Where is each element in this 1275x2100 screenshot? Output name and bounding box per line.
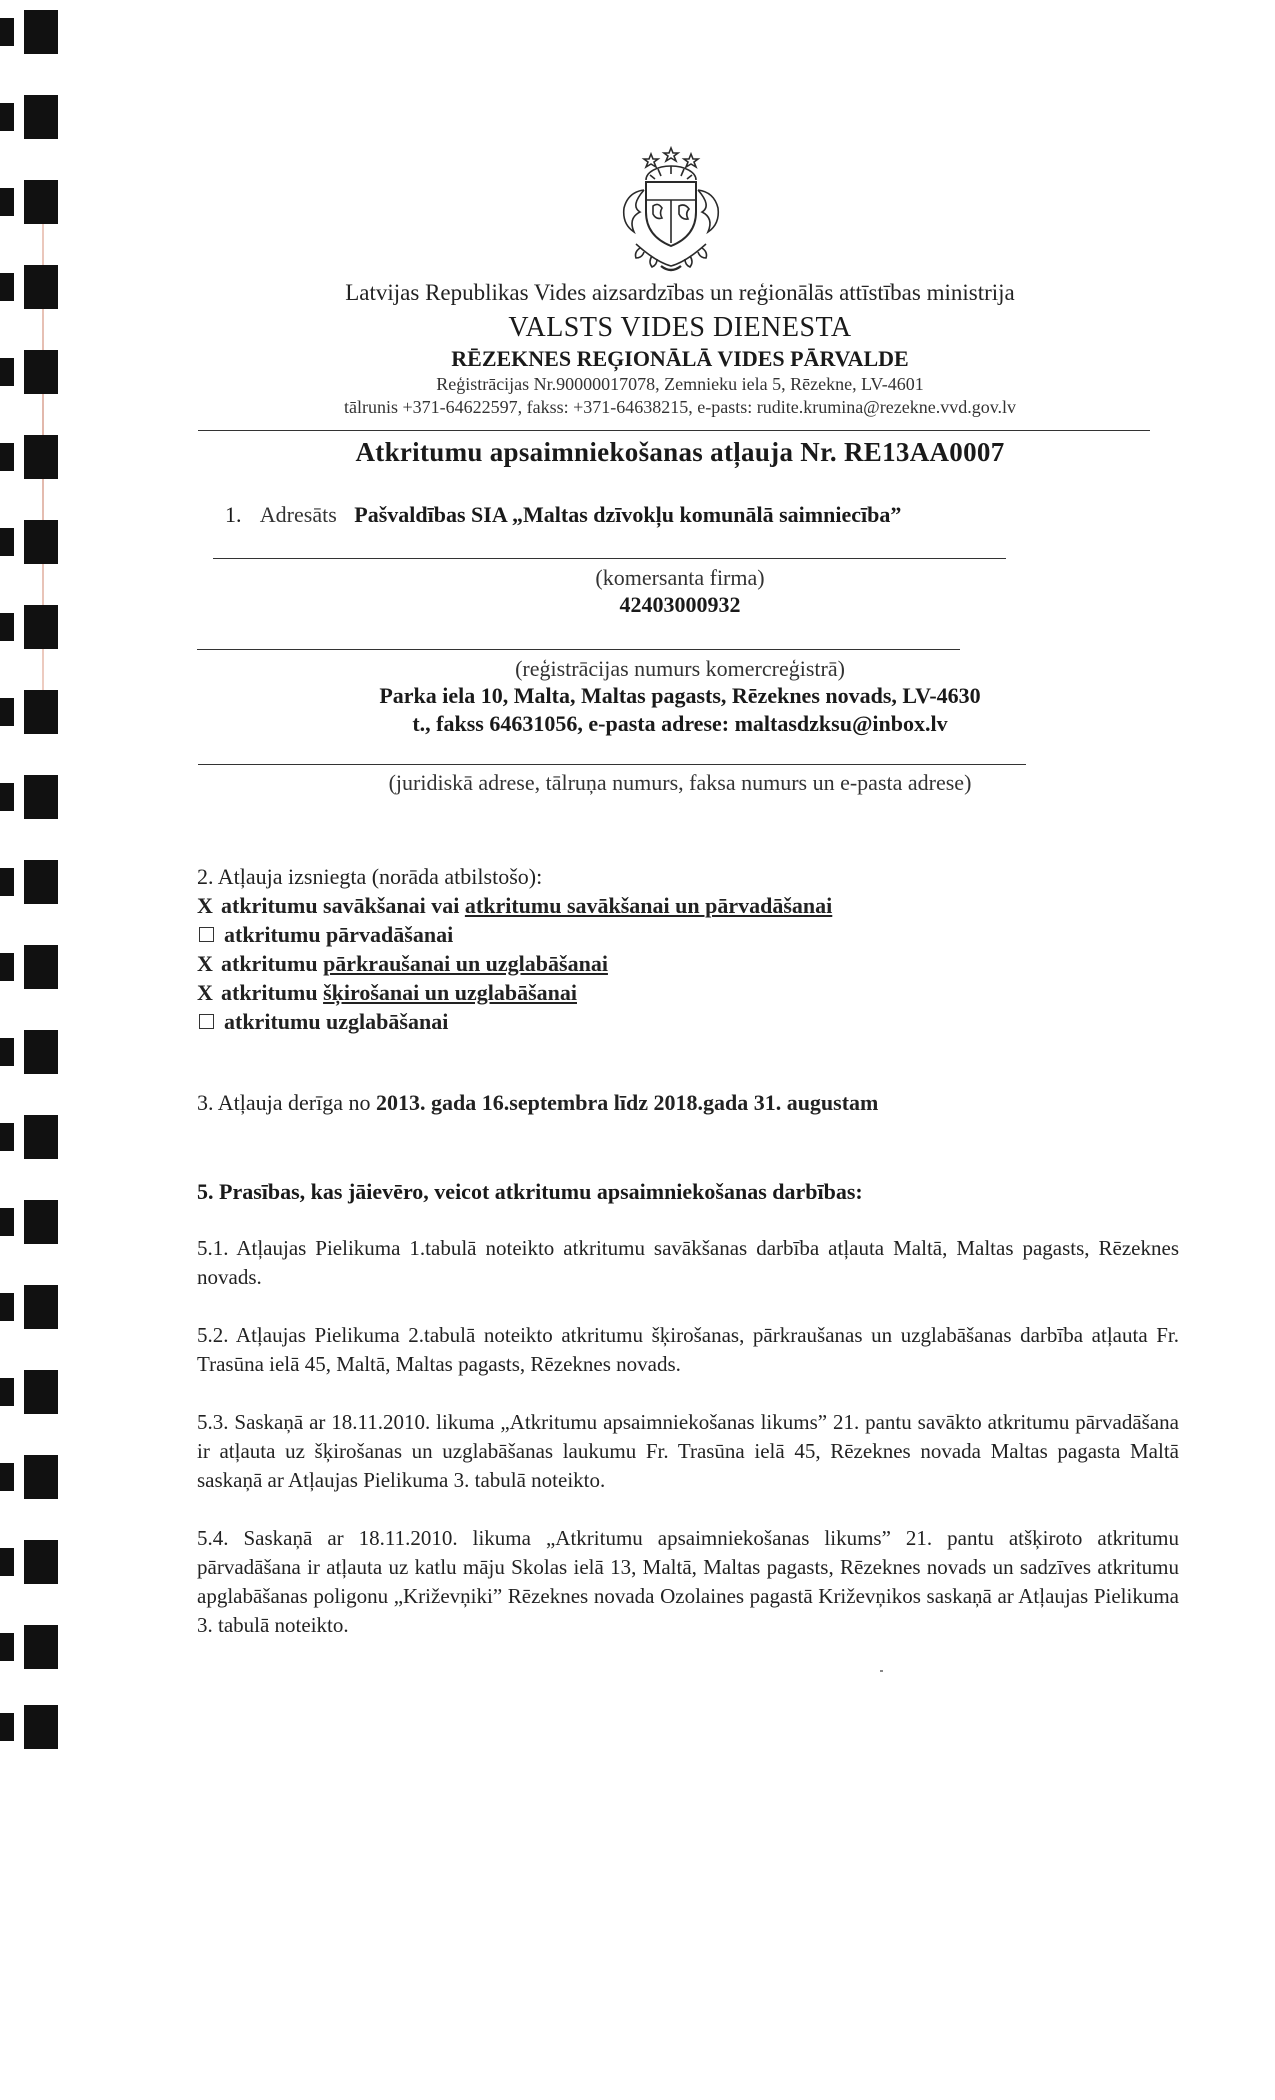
address-caption: (juridiskā adrese, tālruņa numurs, faksa numurs un e-pasta adrese) [388, 770, 972, 795]
binding-hole [14, 1115, 58, 1159]
paragraph-5-3: 5.3. Saskaņā ar 18.11.2010. likuma „Atkritumu apsaimniekošanas likums” 21. pantu savākto atkritumu pārvadāšana ir atļauta uz šķirošanas un uzglabāšanas laukumu Fr. Trasūna ielā 45, Rēzeknes novada Maltas pagasta Maltā saskaņā ar Atļaujas Pielikuma 3. tabulā noteikto. [197, 1410, 1179, 1492]
binding-hole [14, 690, 58, 734]
option-text: atkritumu [221, 951, 324, 976]
legal-address: Parka iela 10, Malta, Maltas pagasts, Rēzeknes novads, LV-4630 [379, 683, 981, 708]
option-transport [197, 920, 1177, 949]
binding-hole [14, 520, 58, 564]
latvia-coat-of-arms-icon [606, 140, 736, 280]
option-text: atkritumu [221, 980, 324, 1005]
binding-hole [14, 1540, 58, 1584]
option-collection-transport [197, 891, 1177, 920]
binding-hole [14, 1285, 58, 1329]
binding-hole [14, 95, 58, 139]
validity-dates: 2013. gada 16.septembra līdz 2018.gada 31. augustam [376, 1090, 879, 1115]
binding-hole [14, 1455, 58, 1499]
binding-hole [14, 1625, 58, 1669]
option-sorting-storage [197, 978, 1177, 1007]
option-text: atkritumu savākšanai vai [221, 893, 465, 918]
option-underlined-text: atkritumu savākšanai un pārvadāšanai [464, 893, 833, 918]
paragraph-5-2: 5.2. Atļaujas Pielikuma 2.tabulā noteikto atkritumu šķirošanas, pārkraušanas un uzglabāšanas darbība atļauta Fr. Trasūna ielā 45, Maltā, Maltas pagasts, Rēzeknes novads. [197, 1323, 1179, 1376]
option-mark: X [197, 980, 213, 1005]
registration-number: 42403000932 [619, 592, 741, 617]
address-underline [198, 764, 1026, 765]
option-text: atkritumu uzglabāšanai [224, 1009, 449, 1034]
paragraph-5-1: 5.1. Atļaujas Pielikuma 1.tabulā noteikto atkritumu savākšanas darbība atļauta Maltā, Maltas pagasts, Rēzeknes novads. [197, 1236, 1179, 1289]
binding-hole [14, 1705, 58, 1749]
empty-checkbox-icon [199, 1014, 214, 1029]
registration-info: Reģistrācijas Nr.90000017078, Zemnieku iela 5, Rēzekne, LV-4601 [436, 374, 924, 394]
empty-checkbox-icon [199, 927, 214, 942]
section-2-title: 2. Atļauja izsniegta (norāda atbilstošo): [197, 864, 543, 889]
regional-office-name: RĒZEKNES REĢIONĀLĀ VIDES PĀRVALDE [451, 346, 909, 371]
phone-email: t., fakss 64631056, e-pasta adrese: maltasdzksu@inbox.lv [412, 711, 948, 736]
registration-caption: (reģistrācijas numurs komercreģistrā) [515, 656, 845, 681]
permit-title: Atkritumu apsaimniekošanas atļauja Nr. RE13AA0007 [355, 437, 1005, 467]
scan-speck [880, 1670, 883, 1672]
binding-hole [14, 180, 58, 224]
section-3 [197, 1088, 1177, 1117]
addressee-line [225, 502, 901, 528]
option-storage [197, 1007, 1177, 1036]
binding-hole [14, 860, 58, 904]
binding-hole [14, 1030, 58, 1074]
service-name: VALSTS VIDES DIENESTA [508, 312, 852, 343]
option-mark: X [197, 893, 213, 918]
binding-hole [14, 605, 58, 649]
binding-hole [14, 1200, 58, 1244]
option-transshipment-storage [197, 949, 1177, 978]
registration-underline [197, 649, 960, 650]
option-underlined-text: pārkraušanai un uzglabāšanai [323, 951, 608, 976]
company-caption: (komersanta firma) [595, 565, 765, 590]
binding-hole [14, 435, 58, 479]
option-mark: X [197, 951, 213, 976]
binding-hole [14, 945, 58, 989]
binding-hole [14, 1370, 58, 1414]
ministry-name: Latvijas Republikas Vides aizsardzības un reģionālās attīstības ministrija [345, 280, 1015, 305]
binding-hole [14, 10, 58, 54]
contact-info: tālrunis +371-64622597, fakss: +371-64638215, e-pasts: rudite.krumina@rezekne.vvd.gov.lv [343, 397, 1017, 417]
section-5-title: 5. Prasības, kas jāievēro, veicot atkritumu apsaimniekošanas darbības: [197, 1179, 863, 1204]
binding-hole [14, 265, 58, 309]
paragraph-5-4: 5.4. Saskaņā ar 18.11.2010. likuma „Atkritumu apsaimniekošanas likums” 21. pantu atšķiroto atkritumu pārvadāšana ir atļauta uz katlu māju Skolas ielā 13, Maltā, Maltas pagasts, Rēzeknes novads un sadzīves atkritumu apglabāšanas poligonu „Križevņiki” Rēzeknes novada Ozolaines pagastā Križevņikos saskaņā ar Atļaujas Pielikuma 3. tabulā noteikto. [197, 1526, 1179, 1637]
validity-prefix: 3. Atļauja derīga no [197, 1090, 377, 1115]
section-number: 1. [225, 502, 242, 527]
header-divider [198, 430, 1150, 431]
binding-strip [0, 0, 70, 1760]
company-name: Pašvaldības SIA „Maltas dzīvokļu komunālā saimniecība” [354, 502, 902, 527]
binding-hole [14, 350, 58, 394]
company-underline [213, 558, 1006, 559]
addressee-label: Adresāts [259, 502, 337, 527]
option-text: atkritumu pārvadāšanai [224, 922, 454, 947]
section-2 [197, 862, 1177, 1036]
option-underlined-text: šķirošanai un uzglabāšanai [323, 980, 577, 1005]
binding-hole [14, 775, 58, 819]
